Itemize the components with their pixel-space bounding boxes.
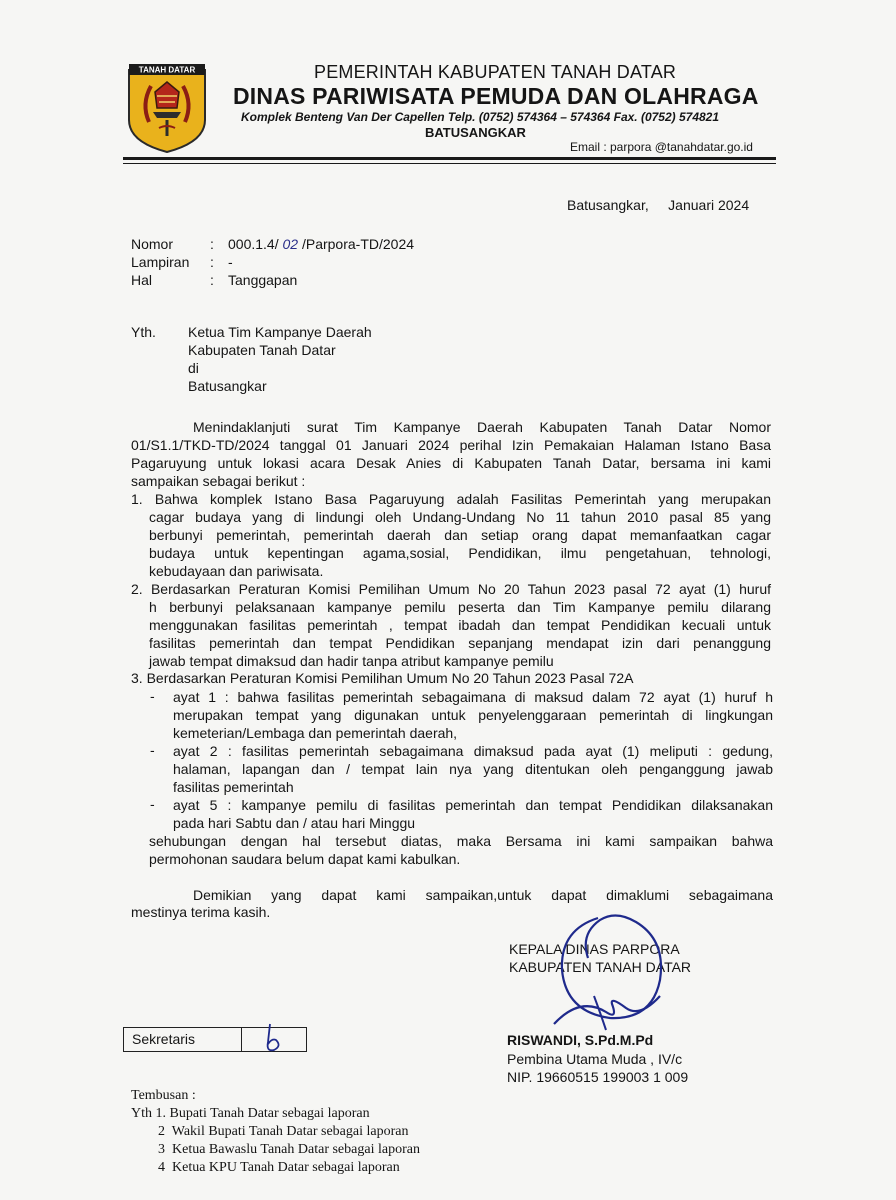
meta-colon: : (210, 254, 214, 270)
point-3: 3. Berdasarkan Peraturan Komisi Pemilihan Umum No 20 Tahun 2023 Pasal 72A (131, 670, 634, 686)
closing-paragraph: Demikian yang dapat kami sampaikan,untuk dapat dimaklumi sebagaimana (193, 887, 773, 903)
meta-value-lampiran: - (228, 254, 233, 270)
tembusan-item: 3 Ketua Bawaslu Tanah Datar sebagai laporan (158, 1142, 420, 1157)
recipient-line: Batusangkar (188, 378, 267, 394)
meta-value-nomor: 000.1.4/ 02 /Parpora-TD/2024 (228, 236, 415, 252)
paraf-box (123, 1027, 307, 1052)
paraf-label: Sekretaris (132, 1031, 196, 1047)
meta-label-nomor: Nomor (131, 236, 174, 252)
bullet-dash: - (150, 742, 155, 758)
paraf-divider (241, 1028, 242, 1051)
recipient-prefix: Yth. (131, 324, 156, 340)
office-city: BATUSANGKAR (425, 125, 526, 140)
point-2-cont: h berbunyi pelaksanaan kampanye pemilu peserta dan Tim Kampanye pemilu dilarang menggunakan fasilitas pemerintah , tempat ibadah dan tempat Pendidikan kecuali untuk fasilitas pemerintah dan tempat Pendidikan sepanjang mendapat izin dari penanggung jawab tempat dimaksud dan hadir tanpa atribut kampanye pemilu (149, 599, 771, 669)
signatory-rank: Pembina Utama Muda , IV/c (507, 1051, 683, 1067)
tembusan-item: 2 Wakil Bupati Tanah Datar sebagai laporan (158, 1124, 409, 1139)
point-2: 2. Berdasarkan Peraturan Komisi Pemilihan Umum No 20 Tahun 2023 pasal 72 ayat (1) huruf (131, 581, 771, 597)
conclusion-paragraph: sehubungan dengan hal tersebut diatas, maka Bersama ini kami sampaikan bahwa permohonan saudara belum dapat kami kabulkan. (149, 833, 773, 867)
recipient-line: Kabupaten Tanah Datar (188, 342, 336, 358)
intro-paragraph-cont: 01/S1.1/TKD-TD/2024 tanggal 01 Januari 2024 perihal Izin Pemakaian Halaman Istano Basa Pagaruyung untuk lokasi acara Desak Anies di Kabupaten Tanah Datar, bersama ini kami sampaikan sebagai berikut : (131, 437, 771, 489)
meta-colon: : (210, 236, 214, 252)
letter-date: Batusangkar, Januari 2024 (567, 197, 750, 213)
meta-value-hal: Tanggapan (228, 272, 298, 288)
signatory-office: KABUPATEN TANAH DATAR (509, 959, 692, 975)
closing-paragraph-cont: mestinya terima kasih. (131, 904, 271, 920)
ayat-2: ayat 2 : fasilitas pemerintah sebagaimana dimaksud pada ayat (1) meliputi : gedung, halaman, lapangan dan / tempat lain nya yang ditentukan oleh penganggung jawab fasilitas pemerintah (173, 743, 773, 795)
point-1: 1. Bahwa komplek Istano Basa Pagaruyung adalah Fasilitas Pemerintah yang merupakan (131, 491, 771, 507)
bullet-dash: - (150, 688, 155, 704)
logo-label: TANAH DATAR (138, 65, 196, 75)
recipient-line: di (188, 360, 199, 376)
paraf-initial (260, 1022, 290, 1056)
recipient-line: Ketua Tim Kampanye Daerah (188, 324, 372, 340)
tembusan-item: 4 Ketua KPU Tanah Datar sebagai laporan (158, 1160, 400, 1175)
handwritten-signature (540, 900, 700, 1040)
signatory-title: KEPALA DINAS PARPORA (509, 941, 680, 957)
tembusan-heading: Tembusan : (131, 1088, 196, 1103)
bullet-dash: - (150, 796, 155, 812)
letterhead-rule-thin (123, 163, 776, 164)
regency-logo (127, 62, 207, 154)
meta-label-hal: Hal (131, 272, 153, 288)
meta-colon: : (210, 272, 214, 288)
point-1-cont: cagar budaya yang di lindungi oleh Undang-Undang No 11 tahun 2010 pasal 85 yang berbunyi pemerintah, pemerintah daerah dan setiap orang dapat memanfaatkan cagar budaya untuk kepentingan agama,sosial, Pendidikan, ilmu pengetahuan, tehnologi, kebudayaan dan pariwisata. (149, 509, 771, 579)
signatory-name: RISWANDI, S.Pd.M.Pd (507, 1032, 654, 1048)
signatory-nip: NIP. 19660515 199003 1 009 (507, 1069, 689, 1085)
office-name: DINAS PARIWISATA PEMUDA DAN OLAHRAGA (233, 83, 759, 109)
intro-paragraph: Menindaklanjuti surat Tim Kampanye Daerah Kabupaten Tanah Datar Nomor (193, 419, 771, 435)
ayat-5: ayat 5 : kampanye pemilu di fasilitas pemerintah dan tempat Pendidikan dilaksanakan pada hari Sabtu dan / atau hari Minggu (173, 797, 773, 831)
meta-label-lampiran: Lampiran (131, 254, 190, 270)
government-name: PEMERINTAH KABUPATEN TANAH DATAR (314, 62, 677, 82)
letterhead-rule-thick (123, 157, 776, 160)
tembusan-item: Yth 1. Bupati Tanah Datar sebagai laporan (131, 1106, 370, 1121)
handwritten-number: 02 (282, 236, 299, 252)
office-email: Email : parpora @tanahdatar.go.id (570, 140, 753, 154)
ayat-1: ayat 1 : bahwa fasilitas pemerintah sebagaimana di maksud dalam 72 ayat (1) huruf h merupakan tempat yang digunakan untuk penyelenggaraan pemerintah di lingkungan kemeterian/Lembaga dan pemerintah daerah, (173, 689, 773, 741)
office-address: Komplek Benteng Van Der Capellen Telp. (0752) 574364 – 574364 Fax. (0752) 574821 (241, 110, 720, 124)
